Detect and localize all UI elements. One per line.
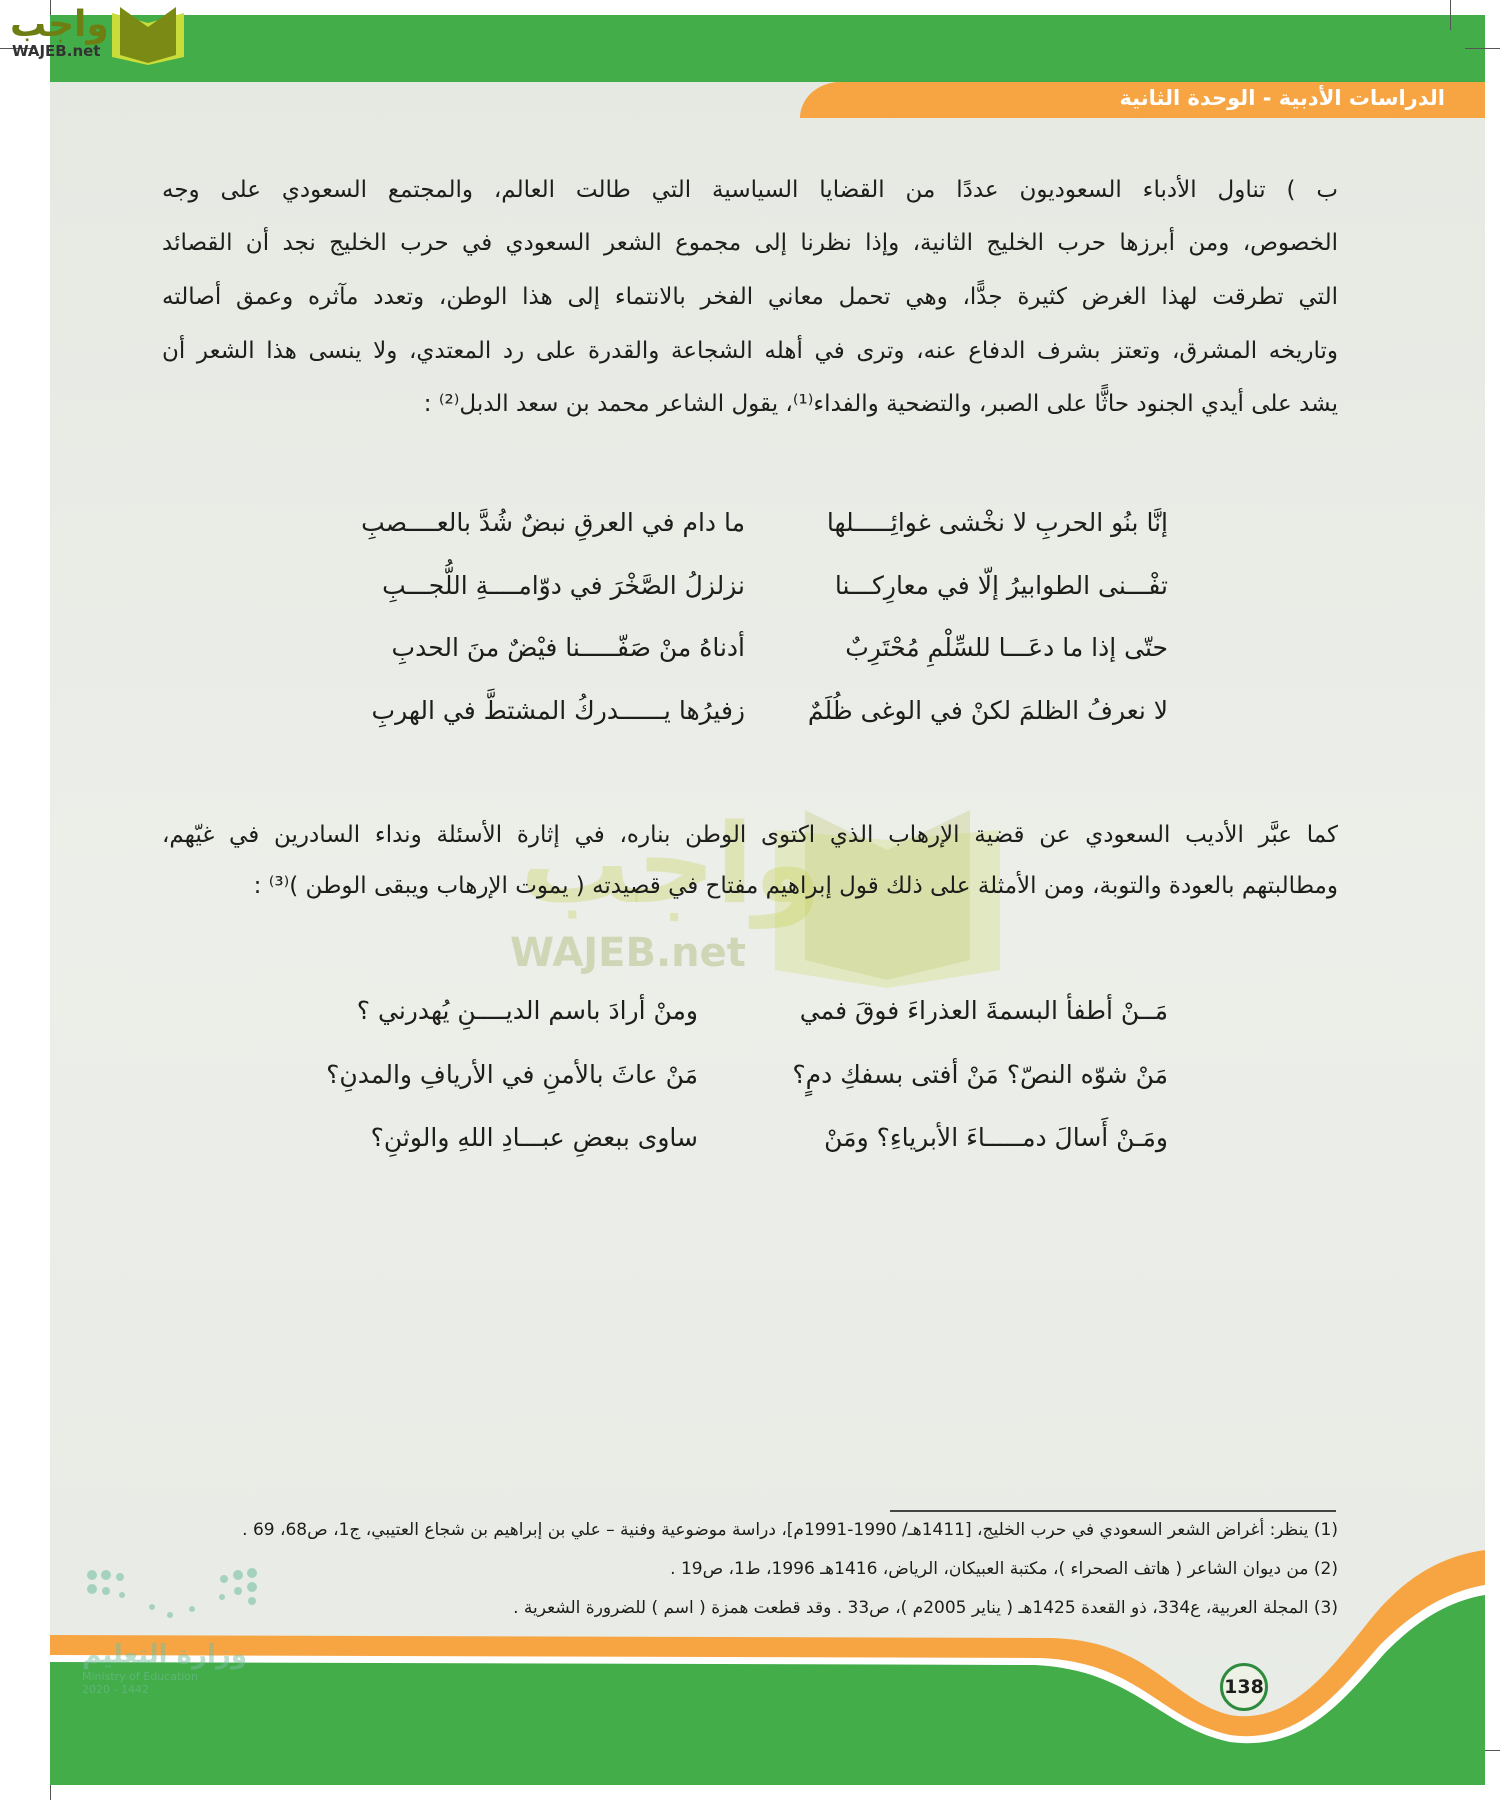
watermark-arabic: واجب	[520, 800, 822, 928]
moe-arabic: وزارة التعليم	[82, 1640, 247, 1670]
verse-first-hemistich: لا نعرفُ الظلمَ لكنْ في الوغى ظُلَمٌ	[807, 696, 1168, 725]
verse-second-hemistich: مَنْ عاثَ بالأمنِ في الأريافِ والمدنِ؟	[326, 1060, 698, 1089]
verse-second-hemistich: أدناهُ منْ صَفّـــــنا فيْضٌ منَ الحدبِ	[391, 633, 745, 662]
paragraph-line: التي تطرقت لهذا الغرض كثيرة جدًّا، وهي تحمل معاني الفخر بالانتماء إلى هذا الوطن، وتعدد مآثره وعمق أصالته	[162, 284, 1338, 310]
paragraph-line: ب ) تناول الأدباء السعوديون عددًا من القضايا السياسية التي طالت العالم، والمجتمع السعودي على وجه	[162, 177, 1338, 203]
verse-second-hemistich: ما دام في العرقِ نبضٌ شُدَّ بالعــــصبِ	[361, 508, 745, 537]
verse-first-hemistich: إنَّا بنُو الحربِ لا نخْشى غوائِـــــلها	[826, 508, 1168, 537]
crop-mark	[1465, 48, 1500, 49]
crop-mark	[1450, 0, 1451, 30]
verse-second-hemistich: نزلزلُ الصَّخْرَ في دوّامــــةِ اللُّجـــبِ	[382, 571, 745, 600]
page-number: 138	[1220, 1663, 1268, 1711]
footnote: (1) ينظر: أغراض الشعر السعودي في حرب الخليج، [1411هـ/ 1990-1991م]، دراسة موضوعية وفنية – علي بن إبراهيم بن شجاع العتيبي، ج1، ص68، 69 .	[242, 1520, 1338, 1540]
footer-wave	[50, 1550, 1485, 1785]
moe-year: 2020 - 1442	[82, 1683, 149, 1696]
paragraph-line: وتاريخه المشرق، وتعتز بشرف الدفاع عنه، وترى في أهله الشجاعة والقدرة على رد المعتدي، ولا ينسى هذا الشعر أن	[162, 338, 1338, 364]
logo-arabic: واجب	[10, 4, 109, 45]
footnote: (2) من ديوان الشاعر ( هاتف الصحراء )، مكتبة العبيكان، الرياض، 1416هـ 1996، ط1، ص19 .	[670, 1559, 1338, 1579]
paragraph-line: يشد على أيدي الجنود حاثًّا على الصبر، والتضحية والفداء⁽¹⁾، يقول الشاعر محمد بن سعد الدبل⁽²⁾ :	[423, 391, 1338, 417]
verse-first-hemistich: مَــنْ أطفأ البسمةَ العذراءَ فوقَ فمي	[799, 996, 1168, 1025]
verse-first-hemistich: تفْـــنى الطوابيرُ إلّا في معارِكـــنا	[834, 571, 1168, 600]
verse-second-hemistich: زفيرُها يــــــدركُ المشتطَّ في الهربِ	[371, 696, 745, 725]
verse-first-hemistich: حتّى إذا ما دعَـــا للسِّلْمِ مُحْتَرِبٌ	[845, 633, 1168, 662]
book-icon	[108, 5, 188, 67]
header-green-bar	[50, 15, 1485, 82]
verse-second-hemistich: ومنْ أرادَ باسم الديــــنِ يُهدرني ؟	[356, 996, 698, 1025]
unit-title: الدراسات الأدبية - الوحدة الثانية	[1119, 86, 1445, 110]
unit-title-bar	[800, 82, 1485, 118]
verse-first-hemistich: ومَـنْ أَسالَ دمـــــاءَ الأبرياءِ؟ ومَنْ	[824, 1123, 1168, 1152]
moe-dots-icon	[82, 1565, 262, 1625]
footnote: (3) المجلة العربية، ع334، ذو القعدة 1425هـ ( يناير 2005م )، ص33 . وقد قطعت همزة ( اسم ) للضرورة الشعرية .	[513, 1598, 1338, 1618]
verse-first-hemistich: مَنْ شوّه النصّ؟ مَنْ أفتى بسفكِ دمٍ؟	[792, 1060, 1168, 1089]
crop-mark	[50, 1785, 51, 1800]
paragraph-line: الخصوص، ومن أبرزها حرب الخليج الثانية، وإذا نظرنا إلى مجموع الشعر السعودي في حرب الخليج نجد أن القصائد	[162, 230, 1338, 256]
moe-english: Ministry of Education	[82, 1670, 199, 1683]
paragraph-line: ومطالبتهم بالعودة والتوبة، ومن الأمثلة على ذلك قول إبراهيم مفتاح في قصيدته ( يموت الإرهاب ويبقى الوطن )⁽³⁾ :	[253, 873, 1338, 899]
paragraph-line: كما عبَّر الأديب السعودي عن قضية الإرهاب الذي اكتوى الوطن بناره، في إثارة الأسئلة ونداء السادرين في غيّهم،	[162, 822, 1338, 848]
logo-latin: WAJEB.net	[12, 42, 101, 60]
footnote-separator	[890, 1510, 1336, 1512]
watermark-latin: WAJEB.net	[510, 930, 746, 976]
ministry-of-education-logo	[82, 1640, 247, 1696]
verse-second-hemistich: ساوى ببعضِ عبـــادِ اللهِ والوثنِ؟	[370, 1123, 698, 1152]
